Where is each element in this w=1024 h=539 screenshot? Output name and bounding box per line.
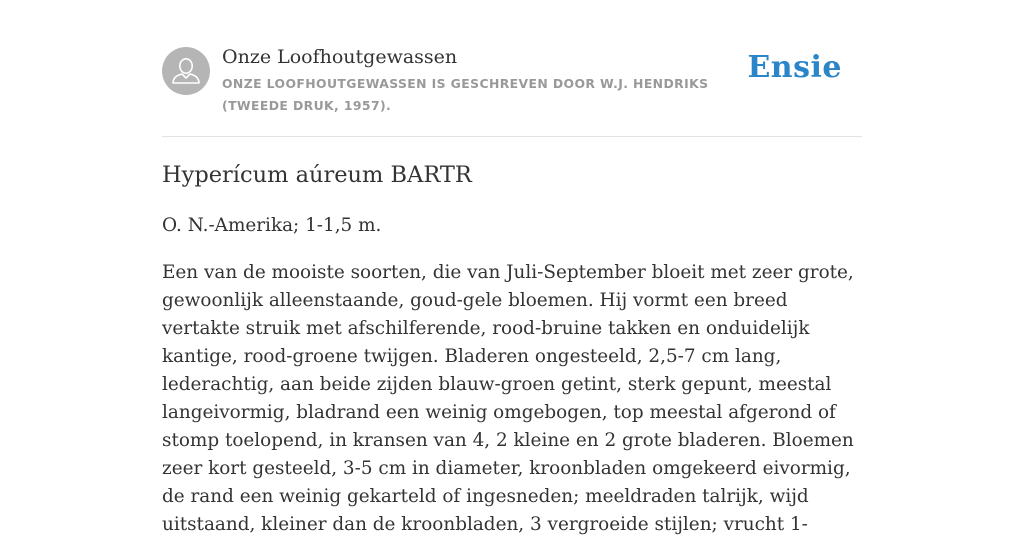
source-title[interactable]: Onze Loofhoutgewassen	[222, 46, 458, 68]
entry-paragraph: Een van de mooiste soorten, die van Juli-September bloeit met zeer grote, gewoonlijk alleenstaande, goud-gele bloemen. Hij vormt een breed vertakte struik met afschilferende, rood-bruine takken en onduidelijk kantige, rood-groene twijgen. Bladeren ongesteeld, 2,5-7 cm lang, lederachtig, aan beide zijden blauw-groen getint, sterk gepunt, meestal langeivormig, bladrand een weinig omgebogen, top meestal afgerond of stomp toelopend, in kransen van 4, 2 kleine en 2 grote bladeren. Bloemen zeer kort gesteeld, 3-5 cm in diameter, kroonbladen omgekeerd eivormig, de rand een weinig gekarteld of ingesneden; meeldraden talrijk, wijd uitstaand, kleiner dan de kroonbladen, 3 vergroeide stijlen; vrucht 1-	[162, 262, 854, 535]
entry-paragraph: O. N.-Amerika; 1-1,5 m.	[162, 215, 382, 236]
entry-content	[162, 157, 864, 539]
source-header	[162, 44, 862, 137]
user-silhouette-icon	[162, 47, 210, 95]
ensie-logo[interactable]: Ensie	[747, 50, 842, 85]
source-description: ONZE LOOFHOUTGEWASSEN IS GESCHREVEN DOOR W.J. HENDRIKS (TWEEDE DRUK, 1957).	[222, 76, 709, 113]
entry-title: Hyperícum aúreum BARTR	[162, 162, 472, 188]
